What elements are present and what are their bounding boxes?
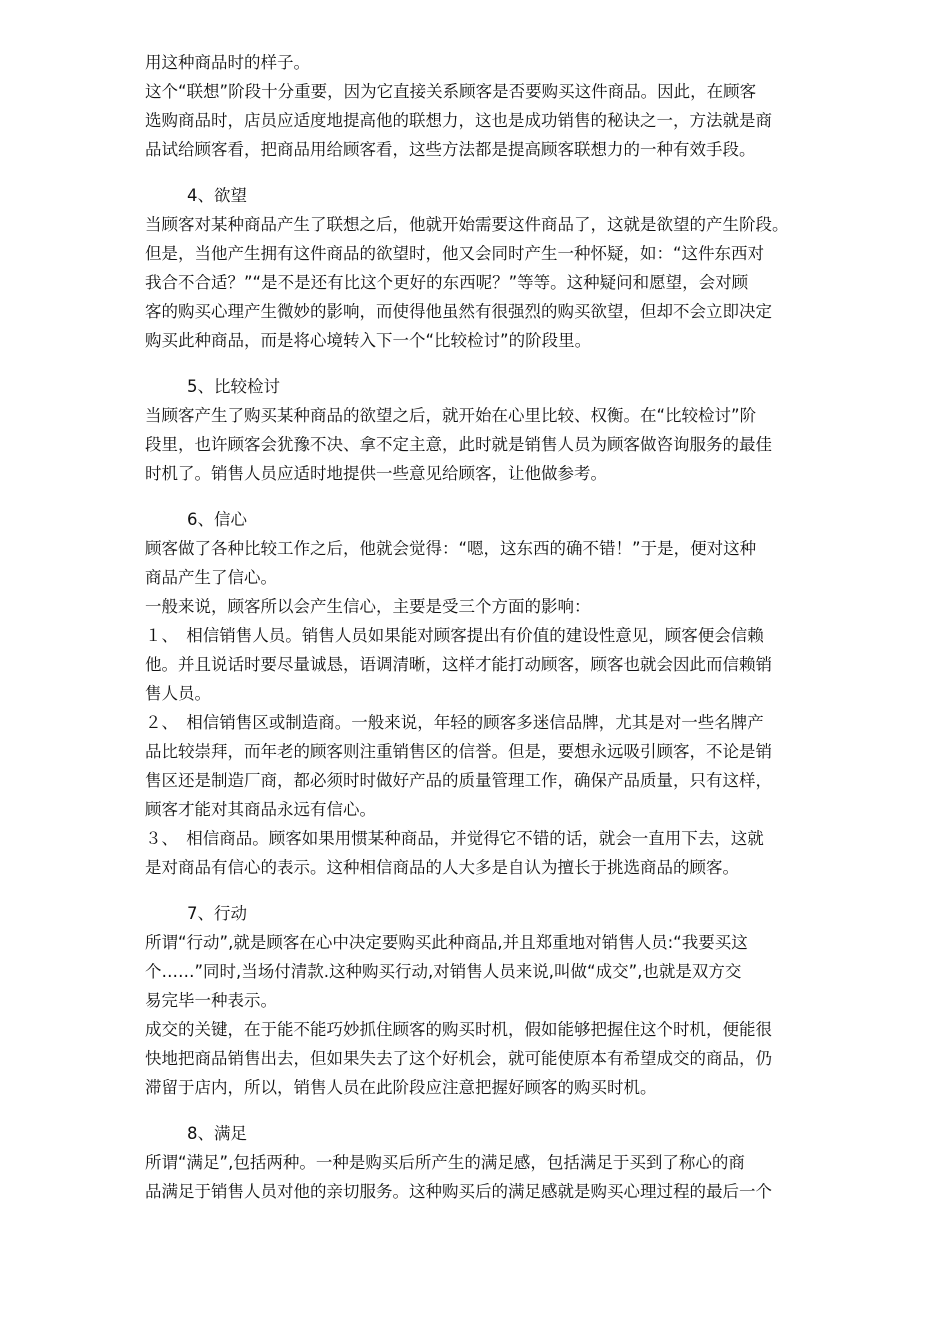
text-line: 个……”同时,当场付清款.这种购买行动,对销售人员来说,叫做“成交”,也就是双方交 — [145, 962, 742, 981]
text-line: 这个“联想”阶段十分重要，因为它直接关系顾客是否要购买这件商品。因此，在顾客 — [145, 82, 757, 101]
text-line: 易完毕一种表示。 — [145, 991, 277, 1010]
text-line: 购买此种商品，而是将心境转入下一个“比较检讨”的阶段里。 — [145, 331, 592, 350]
text-line: 是对商品有信心的表示。这种相信商品的人大多是自认为擅长于挑选商品的顾客。 — [145, 858, 739, 877]
text-line: 快地把商品销售出去，但如果失去了这个好机会，就可能使原本有希望成交的商品，仍 — [145, 1049, 772, 1068]
paragraph-gap — [145, 488, 875, 505]
text-line: 滞留于店内，所以，销售人员在此阶段应注意把握好顾客的购买时机。 — [145, 1078, 657, 1097]
paragraph — [145, 928, 875, 1015]
section-heading: 6、信心 — [187, 510, 247, 529]
text-line: 用这种商品时的样子。 — [145, 53, 310, 72]
text-line: 当顾客对某种商品产生了联想之后，他就开始需要这件商品了，这就是欲望的产生阶段。 — [145, 215, 789, 234]
text-line: 当顾客产生了购买某种商品的欲望之后，就开始在心里比较、权衡。在“比较检讨”阶 — [145, 406, 757, 425]
text-line: 所谓“行动”,就是顾客在心中决定要购买此种商品,并且郑重地对销售人员:“我要买这 — [145, 933, 748, 952]
paragraph-gap — [145, 164, 875, 181]
paragraph — [145, 708, 875, 824]
document-page — [145, 48, 875, 1206]
paragraph — [145, 401, 875, 488]
text-line: ３、 相信商品。顾客如果用惯某种商品，并觉得它不错的话，就会一直用下去，这就 — [145, 829, 764, 848]
text-line: 品比较崇拜，而年老的顾客则注重销售区的信誉。但是，要想永远吸引顾客，不论是销 — [145, 742, 772, 761]
text-line: 时机了。销售人员应适时地提供一些意见给顾客，让他做参考。 — [145, 464, 607, 483]
paragraph — [145, 592, 875, 621]
section-heading: 7、行动 — [187, 904, 247, 923]
paragraph-gap — [145, 882, 875, 899]
paragraph — [145, 824, 875, 882]
paragraph — [145, 77, 875, 164]
paragraph — [145, 210, 875, 355]
text-line: 售人员。 — [145, 684, 211, 703]
text-line: 成交的关键，在于能不能巧妙抓住顾客的购买时机，假如能够把握住这个时机，便能很 — [145, 1020, 772, 1039]
text-line: 售区还是制造厂商，都必须时时做好产品的质量管理工作，确保产品质量，只有这样， — [145, 771, 772, 790]
text-line: 商品产生了信心。 — [145, 568, 277, 587]
text-line: 客的购买心理产生微妙的影响，而使得他虽然有很强烈的购买欲望，但却不会立即决定 — [145, 302, 772, 321]
text-line: 品试给顾客看，把商品用给顾客看，这些方法都是提高顾客联想力的一种有效手段。 — [145, 140, 756, 159]
paragraph — [145, 534, 875, 592]
paragraph-gap — [145, 1102, 875, 1119]
paragraph — [145, 48, 875, 77]
paragraph — [145, 1148, 875, 1206]
paragraph — [145, 621, 875, 708]
text-line: 段里，也许顾客会犹豫不决、拿不定主意，此时就是销售人员为顾客做咨询服务的最佳 — [145, 435, 772, 454]
paragraph-gap — [145, 355, 875, 372]
text-line: 他。并且说话时要尽量诚恳，语调清晰，这样才能打动顾客，顾客也就会因此而信赖销 — [145, 655, 772, 674]
paragraph — [145, 1015, 875, 1102]
text-line: 所谓“满足”,包括两种。一种是购买后所产生的满足感，包括满足于买到了称心的商 — [145, 1153, 745, 1172]
text-line: ２、 相信销售区或制造商。一般来说，年轻的顾客多迷信品牌，尤其是对一些名牌产 — [145, 713, 764, 732]
text-line: １、 相信销售人员。销售人员如果能对顾客提出有价值的建设性意见，顾客便会信赖 — [145, 626, 764, 645]
text-line: 顾客做了各种比较工作之后，他就会觉得：“嗯，这东西的确不错！”于是，便对这种 — [145, 539, 757, 558]
text-line: 但是，当他产生拥有这件商品的欲望时，他又会同时产生一种怀疑，如：“这件东西对 — [145, 244, 765, 263]
text-line: 我合不合适？”“是不是还有比这个更好的东西呢？”等等。这种疑问和愿望，会对顾 — [145, 273, 749, 292]
section-heading: 5、比较检讨 — [187, 377, 280, 396]
text-line: 顾客才能对其商品永远有信心。 — [145, 800, 376, 819]
section-heading: 4、欲望 — [187, 186, 247, 205]
text-line: 一般来说，顾客所以会产生信心，主要是受三个方面的影响： — [145, 597, 591, 616]
section-heading: 8、满足 — [187, 1124, 247, 1143]
text-line: 选购商品时，店员应适度地提高他的联想力，这也是成功销售的秘诀之一，方法就是商 — [145, 111, 772, 130]
text-line: 品满足于销售人员对他的亲切服务。这种购买后的满足感就是购买心理过程的最后一个 — [145, 1182, 772, 1201]
